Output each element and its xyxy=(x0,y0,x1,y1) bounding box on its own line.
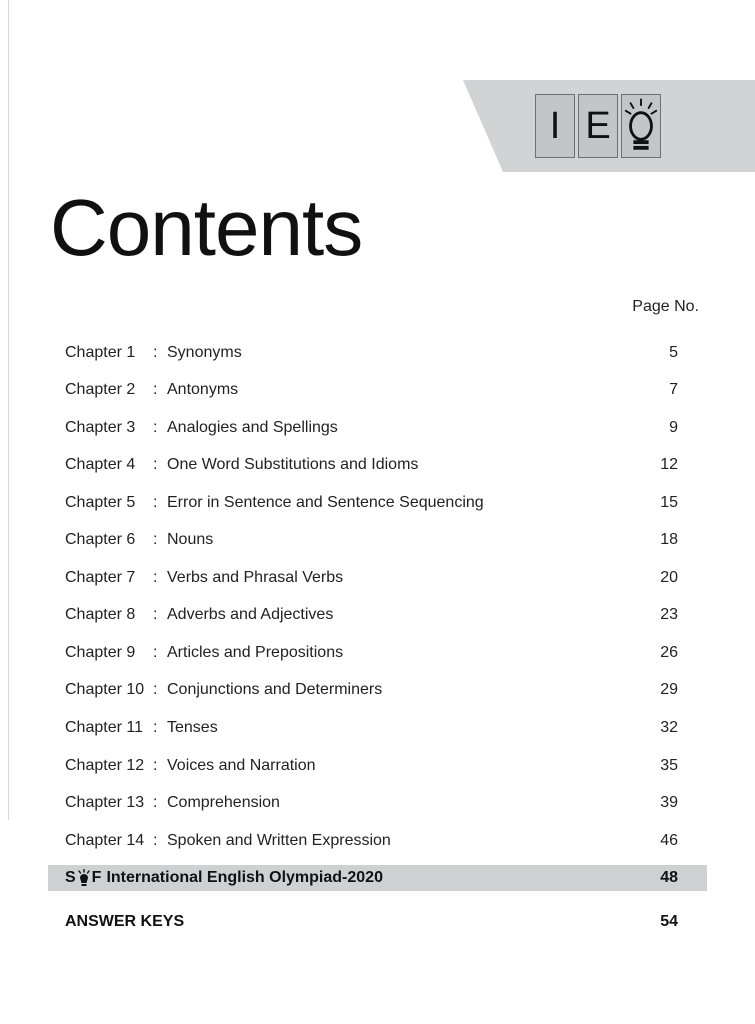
chapter-number: Chapter 9 xyxy=(65,644,136,661)
chapter-title: Spoken and Written Expression xyxy=(167,832,391,849)
toc-row[interactable] xyxy=(65,603,678,627)
separator: : xyxy=(153,531,158,548)
toc-row[interactable] xyxy=(65,528,678,552)
separator: : xyxy=(153,757,158,774)
chapter-number: Chapter 8 xyxy=(65,606,136,623)
page-number: 23 xyxy=(660,606,678,623)
separator: : xyxy=(153,832,158,849)
toc-row[interactable] xyxy=(65,716,678,740)
chapter-number: Chapter 10 xyxy=(65,681,145,698)
chapter-title: Nouns xyxy=(167,531,214,548)
page-number: 15 xyxy=(660,494,678,511)
page-number: 29 xyxy=(660,681,678,698)
chapter-number: Chapter 13 xyxy=(65,794,145,811)
toc-row[interactable] xyxy=(65,791,678,815)
logo-tile-i xyxy=(535,94,575,158)
olympiad-page-number: 48 xyxy=(660,869,678,886)
logo-tile-e xyxy=(578,94,618,158)
separator: : xyxy=(153,719,158,736)
toc-row[interactable] xyxy=(65,678,678,702)
ieo-logo xyxy=(535,94,661,158)
olympiad-row[interactable] xyxy=(48,865,707,891)
page-edge-line xyxy=(8,0,9,820)
answer-keys-row[interactable] xyxy=(65,910,678,934)
separator: : xyxy=(153,456,158,473)
chapter-number: Chapter 14 xyxy=(65,832,145,849)
olympiad-title: International English Olympiad-2020 xyxy=(106,869,383,886)
toc-row[interactable] xyxy=(65,754,678,778)
separator: : xyxy=(153,344,158,361)
logo-letter-i: I xyxy=(549,104,561,147)
separator: : xyxy=(153,381,158,398)
chapter-number: Chapter 7 xyxy=(65,569,136,586)
answer-keys-page-number: 54 xyxy=(660,913,678,930)
lightbulb-o-icon xyxy=(622,94,660,158)
separator: : xyxy=(153,644,158,661)
chapter-number: Chapter 11 xyxy=(65,719,143,736)
separator: : xyxy=(153,681,158,698)
toc-row[interactable] xyxy=(65,453,678,477)
separator: : xyxy=(153,569,158,586)
chapter-title: Comprehension xyxy=(167,794,280,811)
page-number: 32 xyxy=(660,719,678,736)
lightbulb-icon xyxy=(77,869,91,887)
sof-letter-s: S xyxy=(65,869,76,886)
page-no-header: Page No. xyxy=(632,298,699,315)
page-number: 9 xyxy=(669,419,678,436)
page-number: 18 xyxy=(660,531,678,548)
chapter-title: Tenses xyxy=(167,719,218,736)
toc-row[interactable] xyxy=(65,829,678,853)
chapter-title: Analogies and Spellings xyxy=(167,419,338,436)
page-number: 35 xyxy=(660,757,678,774)
page-number: 39 xyxy=(660,794,678,811)
page-number: 26 xyxy=(660,644,678,661)
chapter-number: Chapter 4 xyxy=(65,456,136,473)
logo-letter-e: E xyxy=(585,104,611,147)
page-number: 7 xyxy=(669,381,678,398)
sof-letter-f: F xyxy=(91,869,102,886)
toc-row[interactable] xyxy=(65,566,678,590)
separator: : xyxy=(153,606,158,623)
chapter-number: Chapter 1 xyxy=(65,344,136,361)
chapter-title: Error in Sentence and Sentence Sequencing xyxy=(167,494,484,511)
chapter-number: Chapter 3 xyxy=(65,419,136,436)
separator: : xyxy=(153,794,158,811)
page-number: 46 xyxy=(660,832,678,849)
chapter-number: Chapter 12 xyxy=(65,757,145,774)
chapter-title: One Word Substitutions and Idioms xyxy=(167,456,419,473)
chapter-title: Adverbs and Adjectives xyxy=(167,606,334,623)
chapter-title: Conjunctions and Determiners xyxy=(167,681,383,698)
sof-logo xyxy=(65,869,101,887)
toc-row[interactable] xyxy=(65,378,678,402)
chapter-title: Voices and Narration xyxy=(167,757,316,774)
chapter-number: Chapter 2 xyxy=(65,381,136,398)
toc-row[interactable] xyxy=(65,641,678,665)
page-number: 20 xyxy=(660,569,678,586)
answer-keys-title: ANSWER KEYS xyxy=(65,913,185,930)
page-number: 12 xyxy=(660,456,678,473)
toc-row[interactable] xyxy=(65,491,678,515)
chapter-title: Antonyms xyxy=(167,381,239,398)
chapter-title: Articles and Prepositions xyxy=(167,644,344,661)
chapter-number: Chapter 6 xyxy=(65,531,136,548)
toc-row[interactable] xyxy=(65,341,678,365)
chapter-title: Verbs and Phrasal Verbs xyxy=(167,569,344,586)
chapter-number: Chapter 5 xyxy=(65,494,136,511)
separator: : xyxy=(153,419,158,436)
chapter-title: Synonyms xyxy=(167,344,242,361)
toc-row[interactable] xyxy=(65,416,678,440)
separator: : xyxy=(153,494,158,511)
logo-tile-bulb xyxy=(621,94,661,158)
page-title: Contents xyxy=(50,183,363,272)
page-number: 5 xyxy=(669,344,678,361)
